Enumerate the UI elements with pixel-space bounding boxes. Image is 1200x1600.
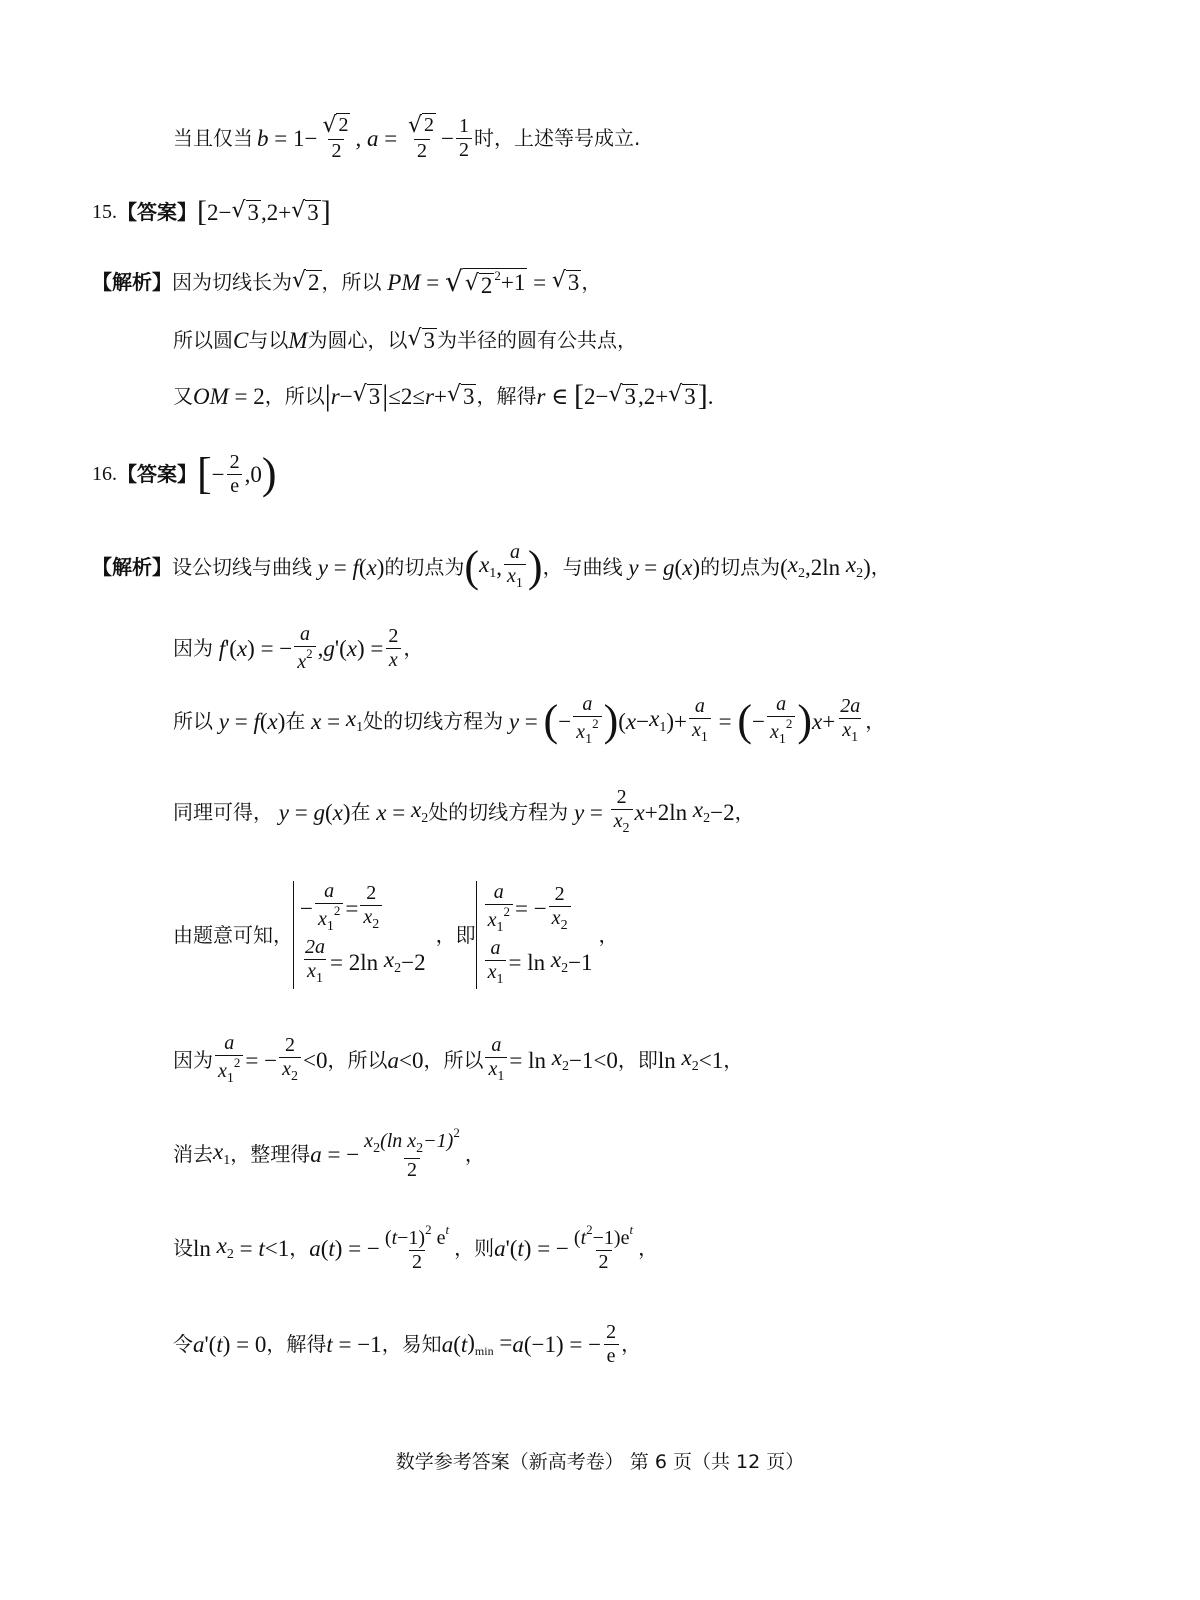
line-equality-condition: 当且仅当 b = 1− √ 2 2 , a = √ 2 2 − $\frac{1}{2}$ 时，上述等号成立.	[173, 113, 641, 162]
solution-16-line2: 因为 f '( x ) = − $\frac{a}{x^2}$ , g '( x ) = $\frac{2}{x}$ ，	[173, 622, 424, 673]
system-right: $\frac{a}{x_1^2}$ = − $\frac{2}{x_2}$ $\frac{a}{x_1}$ = ln $x_2$ −1	[476, 881, 593, 990]
solution-16-line4: 同理可得， y = g ( x ) 在 x = $x_2$ 处的切线方程为 y = $\frac{2}{x_2}$ x +2ln $x_2$ −2 ，	[173, 786, 755, 837]
solution-16-line9: 令 a '( t ) = 0 ，解得 t = −1 ，易知 a ( t )$_{min}$ = a (−1) = − $\frac{2}{e}$ ，	[173, 1320, 642, 1367]
fraction-sqrt2-over-2: √ 2 2	[407, 113, 434, 162]
solution-15-line2: 所以圆 C 与以 M 为圆心，以 √ 3 为半径的圆有公共点，	[173, 326, 638, 353]
answer-16: 16. 【答案】 [ − $\frac{2}{e}$ ,0 )	[92, 449, 277, 498]
solution-16-system: 由题意可知， − $\frac{a}{x_1^2}$ = $\frac{2}{x_2}$ $\frac{2a}{x_1}$ = 2ln $x_2$ −2 ，即 $\frac{a}{x_1^2}$ = − $\frac{2}{x_2}$ $\frac{a}{x_1}$ = ln $x_2$ −1 ，	[173, 870, 619, 1000]
answer-15: 15. 【答案】 [ 2− √ 3 ,2+ √ 3 ]	[92, 195, 331, 228]
page-footer: 数学参考答案（新高考卷） 第 6 页（共 12 页）	[395, 1451, 805, 1473]
solution-15-line3: 又 OM = 2 ，所以 | r − √ 3 | ≤2≤ r + √ 3 ，解得 r ∈ [ 2− √ 3 ,2+ √ 3 ] .	[173, 379, 714, 412]
solution-16-line8: 设 ln $x_2$ = t <1 ， a ( t ) = − $\frac{(t-1)^2 e^t}{2}$ ，则 a '( t ) = − $\frac{(t^2-1)e^t}{2}$ ，	[173, 1221, 659, 1273]
fraction-sqrt2-over-2: √ 2 2	[322, 113, 349, 162]
solution-16-line1: 【解析】 设公切线与曲线 y = f ( x ) 的切点为 ( $x_1$ , $\frac{a}{x_1}$ ) ，与曲线 y = g ( x ) 的切点为 ( $x_2$ ,2ln $x_2$ ) ，	[92, 541, 891, 592]
solution-16-line7: 消去 $x_1$ ，整理得 a = − $\frac{x_2(\ln x_2-1)^2}{2}$ ，	[173, 1125, 485, 1181]
fraction-1-over-2: $\frac{1}{2}$	[456, 115, 472, 162]
solution-16-line3: 所以 y = f ( x ) 在 x = $x_1$ 处的切线方程为 y = ( − $\frac{a}{x_1^2}$ ) ( x − $x_1$ )+ $\frac{a}{x_1}$ = ( − $\frac{a}{x_1^2}$ ) x + $\frac{2a}{x_1}$ ，	[173, 693, 886, 748]
system-left: − $\frac{a}{x_1^2}$ = $\frac{2}{x_2}$ $\frac{2a}{x_1}$ = 2ln $x_2$ −2	[293, 881, 426, 989]
solution-15-line1: 【解析】 因为切线长为 √ 2 ，所以 PM = √ √ 2 $^2$+1 = √ 3 ，	[92, 264, 602, 298]
solution-16-line6: 因为 $\frac{a}{x_1^2}$ = − $\frac{2}{x_2}$ <0 ，所以 a <0 ，所以 $\frac{a}{x_1}$ = ln $x_2$ −1<0 ，即 ln $x_2$ <1 ，	[173, 1032, 744, 1087]
text-cjk: 当且仅当	[173, 126, 253, 150]
